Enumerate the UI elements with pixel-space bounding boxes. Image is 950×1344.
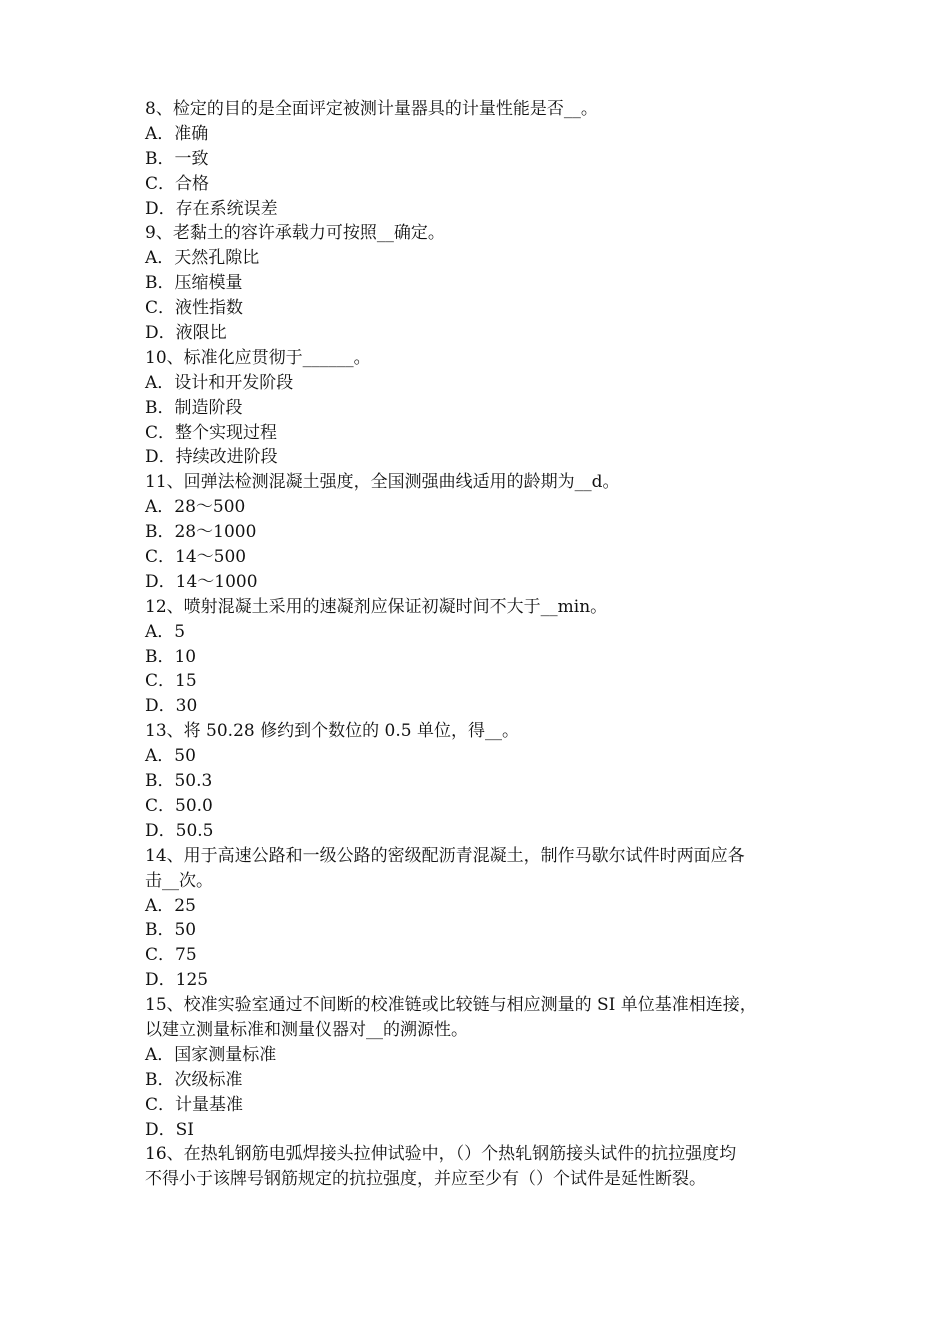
question-9-option-c: C．液性指数: [145, 298, 244, 319]
question-10-option-c: C．整个实现过程: [145, 422, 278, 443]
question-14-option-b: B．50: [145, 920, 197, 941]
question-8-option-c: C．合格: [145, 173, 210, 194]
question-11-option-c: C．14～500: [145, 547, 247, 568]
question-11-option-d: D．14～1000: [145, 571, 258, 592]
question-15-option-d: D．SI: [145, 1119, 194, 1140]
question-14-stem-line-1: 14、用于高速公路和一级公路的密级配沥青混凝土，制作马歇尔试件时两面应各: [145, 845, 745, 866]
question-14-option-c: C．75: [145, 945, 197, 966]
question-16-stem-line-1: 16、在热轧钢筋电弧焊接头拉伸试验中，（）个热轧钢筋接头试件的抗拉强度均: [145, 1144, 737, 1165]
question-10-option-a: A．设计和开发阶段: [145, 372, 294, 393]
question-11-option-b: B．28～1000: [145, 522, 257, 543]
question-11-option-a: A．28～500: [145, 497, 246, 518]
question-15-option-b: B．次级标准: [145, 1069, 243, 1090]
question-9-stem: 9、老黏土的容许承载力可按照__确定。: [145, 223, 445, 244]
question-8-option-d: D．存在系统误差: [145, 198, 278, 219]
question-14-option-d: D．125: [145, 970, 209, 991]
question-12-stem: 12、喷射混凝土采用的速凝剂应保证初凝时间不大于__min。: [145, 596, 608, 617]
question-15-option-c: C．计量基准: [145, 1094, 244, 1115]
question-9-option-d: D．液限比: [145, 323, 227, 344]
question-10-option-b: B．制造阶段: [145, 397, 243, 418]
question-12-option-c: C．15: [145, 671, 197, 692]
question-10-option-d: D．持续改进阶段: [145, 447, 278, 468]
question-10-stem: 10、标准化应贯彻于______。: [145, 347, 371, 368]
question-15-option-a: A．国家测量标准: [145, 1044, 277, 1065]
question-12-option-a: A．5: [145, 621, 186, 642]
question-13-stem: 13、将 50.28 修约到个数位的 0.5 单位，得__。: [145, 721, 519, 742]
question-8-option-a: A．准确: [145, 123, 209, 144]
question-12-option-d: D．30: [145, 696, 198, 717]
question-13-option-b: B．50.3: [145, 771, 213, 792]
question-16-stem-line-2: 不得小于该牌号钢筋规定的抗拉强度，并应至少有（）个试件是延性断裂。: [145, 1169, 706, 1190]
question-15-stem-line-1: 15、校准实验室通过不间断的校准链或比较链与相应测量的 SI 单位基准相连接，: [145, 995, 757, 1016]
question-13-option-c: C．50.0: [145, 795, 213, 816]
question-9-option-b: B．压缩模量: [145, 273, 243, 294]
document-body: [145, 97, 810, 1192]
question-11-stem: 11、回弹法检测混凝土强度，全国测强曲线适用的龄期为__d。: [145, 472, 620, 493]
question-9-option-a: A．天然孔隙比: [145, 248, 260, 269]
question-12-option-b: B．10: [145, 646, 197, 667]
question-8-stem: 8、检定的目的是全面评定被测计量器具的计量性能是否__。: [145, 99, 598, 119]
question-13-option-d: D．50.5: [145, 820, 214, 841]
question-8-option-b: B．一致: [145, 148, 209, 169]
question-14-option-a: A．25: [145, 895, 196, 916]
question-13-option-a: A．50: [145, 746, 196, 767]
question-14-stem-line-2: 击__次。: [145, 870, 213, 891]
question-15-stem-line-2: 以建立测量标准和测量仪器对__的溯源性。: [145, 1019, 468, 1040]
